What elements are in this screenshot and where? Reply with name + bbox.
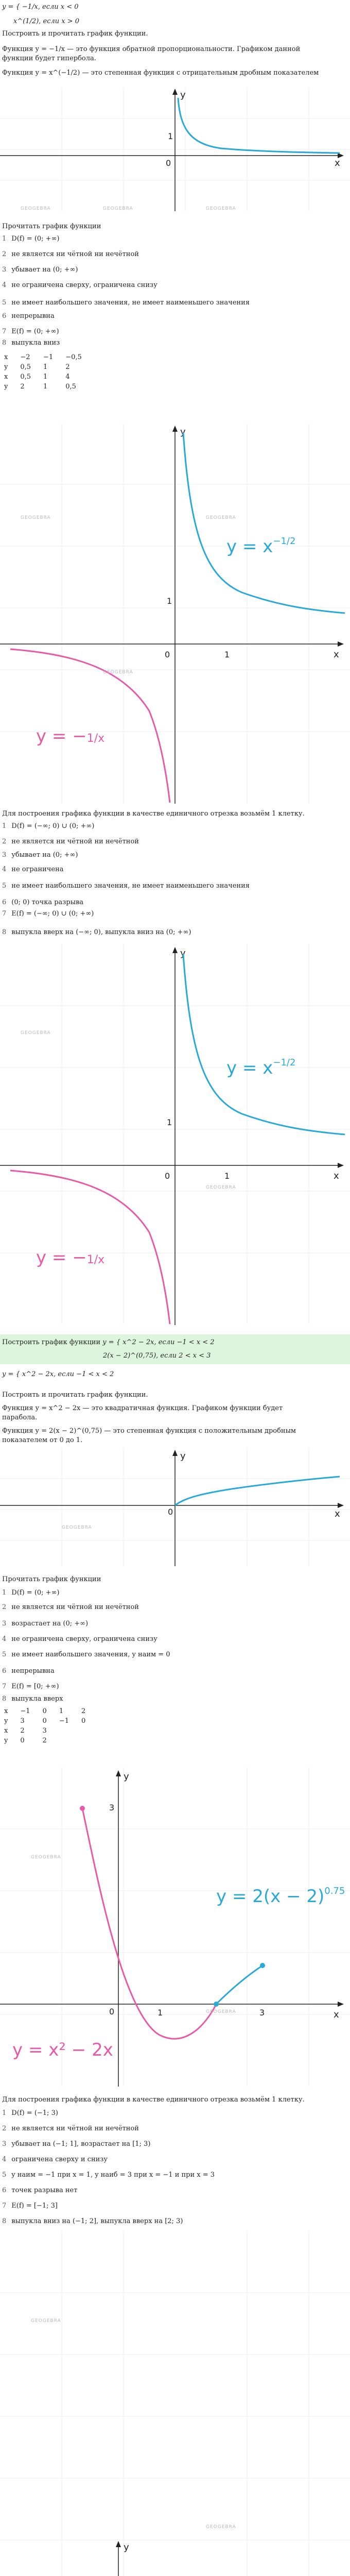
watermark: GEOGEBRA xyxy=(206,2524,236,2530)
table-row: y 0,5 1 2 xyxy=(4,363,70,371)
tick-label-y3: 3 xyxy=(109,1803,115,1812)
prop-1-6: 6 непрерывна xyxy=(2,312,55,320)
grid xyxy=(0,2231,350,2576)
prop-1-5: 5 не имеет наибольшего значения, не имеет наименьшего значения xyxy=(2,299,250,307)
prop-1-3: 3 убывает на (0; +∞) xyxy=(2,266,78,274)
table-row: x 0,5 1 4 xyxy=(4,373,70,381)
watermark: GEOGEBRA xyxy=(206,2009,236,2014)
section-3-header: Построить график функции y = { x^2 − 2x, если −1 < x < 2 xyxy=(2,1338,215,1346)
curve-power-0-75 xyxy=(175,1477,340,1505)
curve-label-blue: $y = x^{-1/2}$ xyxy=(226,1057,296,1078)
curve-minus-one-over-x xyxy=(10,649,170,803)
endpoint-blue xyxy=(260,1963,265,1968)
prop-4-1: 1 D(f) = (−1; 3) xyxy=(2,2109,58,2117)
tick-label-x1: 1 xyxy=(157,2008,163,2018)
prop-2-1: 1 D(f) = (−∞; 0) ∪ (0; +∞) xyxy=(2,822,95,830)
graph-1 xyxy=(0,422,350,804)
watermark: GEOGEBRA xyxy=(206,206,236,211)
y-axis-label: y xyxy=(124,1771,129,1782)
x-axis-label: x xyxy=(335,158,340,168)
prop-3-4: 4 не ограничена сверху, ограничена снизу xyxy=(2,1635,157,1643)
y-axis-arrow xyxy=(172,426,178,432)
read-title-1: Прочитать график функции xyxy=(2,223,101,230)
watermark: GEOGEBRA xyxy=(206,1185,236,1190)
prop-2-5: 5 не имеет наибольшего значения, не имеет наименьшего значения xyxy=(2,882,250,890)
x-axis-arrow xyxy=(338,641,344,647)
prop-1-1: 1 D(f) = (0; +∞) xyxy=(2,235,60,243)
section-3-task: Построить и прочитать график функции. xyxy=(2,1391,148,1399)
tick-label-y1: 1 xyxy=(168,131,173,141)
y-axis-label: y xyxy=(180,427,186,437)
piecewise-line-2: x^(1/2), если x > 0 xyxy=(13,18,80,25)
y-axis-label: y xyxy=(124,2542,129,2553)
prop-1-8: 8 выпукла вниз xyxy=(2,339,60,347)
section-3-piece-2: 2(x − 2)^(0,75), если 2 < x < 3 xyxy=(103,1352,211,1360)
prop-3-6: 6 непрерывна xyxy=(2,1667,55,1675)
curve-x-pow-minus-half xyxy=(183,433,345,613)
y-axis-arrow xyxy=(116,1770,121,1776)
prop-4-7: 7 E(f) = [−1; 3] xyxy=(2,2202,58,2210)
section-3-desc-2: парабола. xyxy=(2,1414,38,1421)
graph-small-1 xyxy=(0,88,350,211)
y-axis-arrow xyxy=(172,1450,178,1456)
table-row: x 2 3 xyxy=(4,1727,47,1735)
origin-label: 0 xyxy=(165,1171,170,1181)
curve-label-pink: y = −1/x xyxy=(36,1247,105,1268)
watermark: GEOGEBRA xyxy=(103,206,133,211)
prop-1-7: 7 E(f) = (0; +∞) xyxy=(2,328,59,335)
graph-3 xyxy=(0,1767,350,2087)
x-axis-arrow xyxy=(338,1503,344,1508)
origin-label: 0 xyxy=(109,2007,115,2016)
origin-label: 0 xyxy=(168,1507,173,1517)
prop-2-6: 6 (0; 0) точка разрыва xyxy=(2,899,84,906)
y-axis-label: y xyxy=(180,948,186,959)
x-axis-arrow xyxy=(338,1163,344,1168)
prop-2-4: 4 не ограничена xyxy=(2,866,64,873)
x-axis-label: x xyxy=(334,2009,339,2020)
curve-power-0-75 xyxy=(216,1965,262,2004)
curve-label-blue: $y = 2(x - 2)^{0.75}$ xyxy=(216,1886,345,1907)
prop-4-8: 8 выпукла вниз на (−1; 2], выпукла вверх на [2; 3) xyxy=(2,2217,183,2225)
tick-label-x1: 1 xyxy=(224,650,230,659)
x-axis-label: x xyxy=(334,649,339,660)
prop-4-6: 6 точек разрыва нет xyxy=(2,2187,78,2194)
section-3-desc-3: Функция y = 2(x − 2)^(0,75) — это степенная функция с положительным дробным xyxy=(2,1427,296,1435)
y-axis-arrow xyxy=(116,2541,121,2547)
curve-label-pink: y = −1/x xyxy=(36,726,105,747)
graph-4 xyxy=(0,2231,350,2576)
watermark: GEOGEBRA xyxy=(31,1855,61,1860)
prop-4-3: 3 убывает на (−1; 1], возрастает на [1; 3) xyxy=(2,2140,151,2148)
tick-label-y1: 1 xyxy=(167,596,172,606)
section-4-title: Для построения графика функции в качестве единичного отрезка возьмём 1 клетку. xyxy=(2,2096,305,2104)
graph-small-3 xyxy=(0,1448,350,1566)
tick-label-y1: 1 xyxy=(167,1117,172,1127)
prop-4-5: 5 y наим = −1 при x = 1, y наиб = 3 при x = −1 и при x = 3 xyxy=(2,2171,215,2179)
prop-2-8: 8 выпукла вверх на (−∞; 0), выпукла вниз на (0; +∞) xyxy=(2,928,191,936)
endpoint-pink xyxy=(80,1806,85,1811)
curve-label-blue: $y = x^{-1/2}$ xyxy=(226,536,296,557)
watermark: GEOGEBRA xyxy=(62,1525,92,1530)
table-row: y 3 0 −1 0 xyxy=(4,1717,86,1725)
x-axis-arrow xyxy=(338,2002,344,2007)
desc-line-1: Функция y = −1/x — это функция обратной пропорциональности. Графиком данной xyxy=(2,45,301,53)
value-table-1 xyxy=(2,352,92,392)
curve-x-pow-minus-half xyxy=(178,98,340,153)
section-3-desc-4: показателем от 0 до 1. xyxy=(2,1436,83,1444)
x-axis-label: x xyxy=(335,1509,340,1519)
tick-label-x1: 1 xyxy=(224,1171,230,1181)
prop-3-2: 2 не является ни чётной ни нечётной xyxy=(2,1603,139,1611)
watermark: GEOGEBRA xyxy=(103,670,133,675)
prop-2-3: 3 убывает на (0; +∞) xyxy=(2,851,78,859)
watermark: GEOGEBRA xyxy=(21,1030,51,1036)
value-table-3 xyxy=(2,1706,96,1745)
table-row: x −1 0 1 2 xyxy=(4,1707,86,1715)
piecewise-line-1: y = { −1/x, если x < 0 xyxy=(2,3,79,11)
watermark: GEOGEBRA xyxy=(206,515,236,520)
desc-line-2: функции будет гипербола. xyxy=(2,55,96,62)
y-axis-label: y xyxy=(180,90,186,100)
origin-label: 0 xyxy=(165,650,170,659)
watermark: GEOGEBRA xyxy=(21,515,51,520)
section-3-desc-1: Функция y = x^2 − 2x — это квадратичная функция. Графиком функции будет xyxy=(2,1404,283,1412)
section-3-piece-repeat: y = { x^2 − 2x, если −1 < x < 2 xyxy=(2,1370,114,1378)
x-axis-label: x xyxy=(334,1171,339,1181)
table-row: y 0 2 xyxy=(4,1737,47,1744)
watermark: GEOGEBRA xyxy=(21,206,51,211)
prop-4-2: 2 не является ни чётной ни нечётной xyxy=(2,2125,139,2132)
section-2-title: Для построения графика функции в качестве единичного отрезка возьмём 1 клетку. xyxy=(2,810,305,818)
prop-2-2: 2 не является ни чётной ни нечётной xyxy=(2,838,139,845)
y-axis-arrow xyxy=(172,89,178,95)
prop-3-8: 8 выпукла вверх xyxy=(2,1695,63,1703)
prop-3-7: 7 E(f) = [0; +∞) xyxy=(2,1683,59,1690)
point-2-0 xyxy=(214,2002,219,2007)
tick-label-x3: 3 xyxy=(259,2008,265,2018)
curve-minus-one-over-x xyxy=(10,1171,170,1324)
y-axis-arrow xyxy=(172,947,178,953)
prop-1-4: 4 не ограничена сверху, ограничена снизу xyxy=(2,281,157,289)
task-text: Построить и прочитать график функции. xyxy=(2,30,148,38)
curve-label-pink: y = x² − 2x xyxy=(12,2040,113,2060)
prop-2-7: 7 E(f) = (−∞; 0) ∪ (0; +∞) xyxy=(2,910,94,918)
prop-4-4: 4 ограничена сверху и снизу xyxy=(2,2156,108,2163)
origin-label: 0 xyxy=(166,158,171,168)
graph-2 xyxy=(0,944,350,1325)
curve-x-pow-minus-half xyxy=(183,954,345,1134)
table-row: y 2 1 0,5 xyxy=(4,383,76,391)
prop-3-5: 5 не имеет наибольшего значения, y наим = 0 xyxy=(2,1651,170,1658)
read-title-3: Прочитать график функции xyxy=(2,1575,101,1583)
desc-line-3: Функция y = x^(−1/2) — это степенная функция с отрицательным дробным показателем xyxy=(2,69,319,77)
prop-3-1: 1 D(f) = (0; +∞) xyxy=(2,1589,60,1597)
watermark: GEOGEBRA xyxy=(31,2318,61,2324)
y-axis-label: y xyxy=(180,1451,186,1462)
prop-3-3: 3 возрастает на (0; +∞) xyxy=(2,1620,89,1628)
table-row: x −2 −1 −0,5 xyxy=(4,353,82,361)
prop-1-2: 2 не является ни чётной ни нечётной xyxy=(2,250,139,258)
